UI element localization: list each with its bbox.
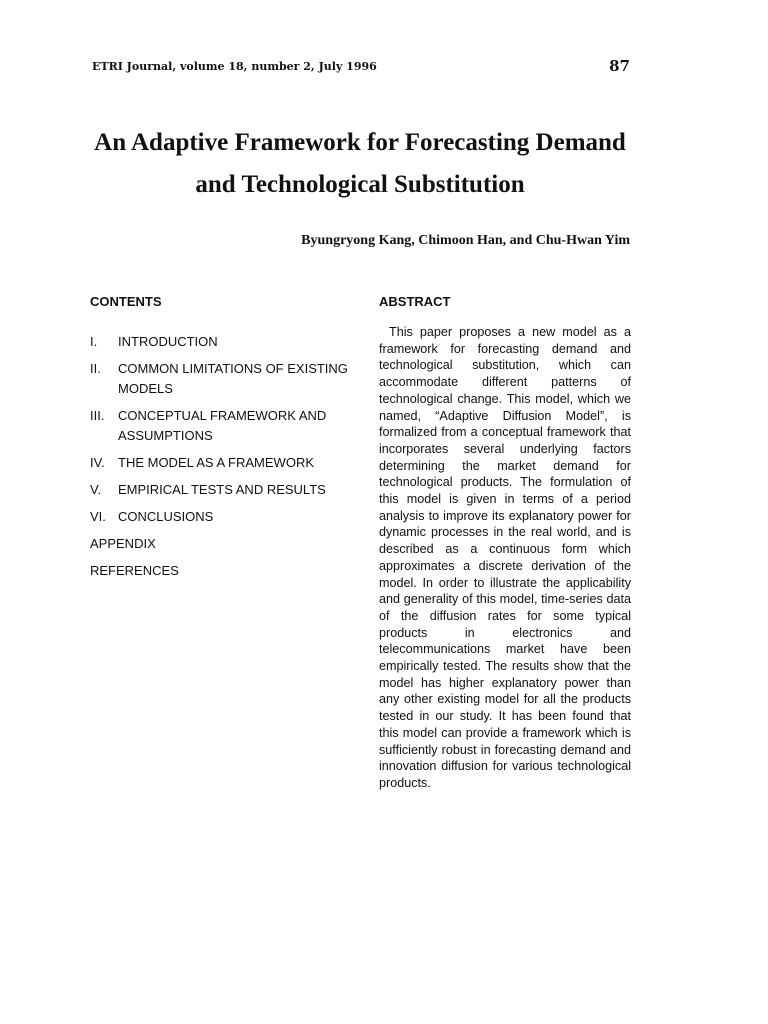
contents-item-label: CONCLUSIONS: [118, 509, 214, 524]
contents-item-label: EMPIRICAL TESTS AND RESULTS: [118, 482, 326, 497]
contents-item-number: I.: [90, 334, 98, 349]
contents-item-number: V.: [90, 482, 102, 497]
contents-item: [90, 534, 350, 554]
contents-item-label: COMMON LIMITATIONS OF EXISTING MODELS: [118, 361, 348, 396]
contents-list: [90, 332, 350, 588]
contents-item: [90, 406, 350, 446]
running-head: ETRI Journal, volume 18, number 2, July 1996: [92, 60, 377, 73]
contents-item: [90, 359, 350, 399]
contents-item-label: INTRODUCTION: [118, 334, 218, 349]
contents-item: [90, 561, 350, 581]
contents-item: [90, 453, 350, 473]
article-title-line-2: and Technological Substitution: [195, 171, 525, 198]
abstract-heading: ABSTRACT: [379, 294, 451, 309]
page-number: 87: [609, 57, 630, 75]
contents-item-label: APPENDIX: [90, 536, 156, 551]
article-title: [60, 122, 660, 206]
contents-item: [90, 480, 350, 500]
contents-item-number: IV.: [90, 455, 105, 470]
abstract-text: This paper proposes a new model as a framework for forecasting demand and technological substitution, which can accommodate different patterns of technological change. This model, which we named, “Adaptive Diffusion Model”, is formalized from a conceptual framework that incorporates several underlying factors determining the market demand for technological products. The formulation of this model is given in terms of a period analysis to improve its explanatory power for dynamic processes in the real world, and is described as a continuous form which approximates a discrete derivation of the model. In order to illustrate the applicability and generality of this model, time-series data of the diffusion rates for some typical products in electronics and telecommunications market have been empirically tested. The results show that the model has higher explanatory power than any other existing model for all the products tested in our study. It has been found that this model can provide a framework which is sufficiently robust in forecasting demand and innovation diffusion for various technological products.: [379, 325, 631, 790]
contents-item-number: III.: [90, 408, 105, 423]
article-authors: Byungryong Kang, Chimoon Han, and Chu-Hwan Yim: [301, 233, 630, 248]
contents-item-number: VI.: [90, 509, 106, 524]
article-title-line-1: An Adaptive Framework for Forecasting Demand: [94, 129, 626, 156]
contents-item: [90, 507, 350, 527]
contents-item-label: REFERENCES: [90, 563, 179, 578]
contents-heading: CONTENTS: [90, 294, 162, 309]
contents-item: [90, 332, 350, 352]
contents-item-number: II.: [90, 361, 101, 376]
contents-item-label: THE MODEL AS A FRAMEWORK: [118, 455, 314, 470]
contents-item-label: CONCEPTUAL FRAMEWORK AND ASSUMPTIONS: [118, 408, 327, 443]
